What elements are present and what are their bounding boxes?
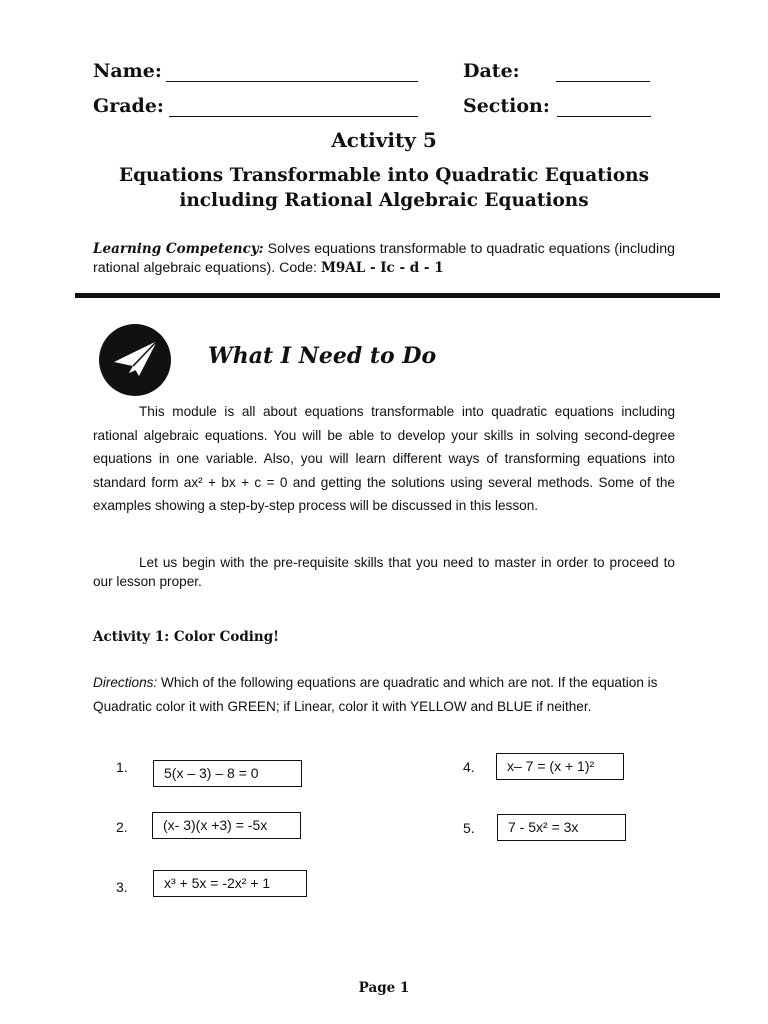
equation-box-5[interactable]: 7 - 5x² = 3x xyxy=(497,814,626,841)
equation-box-3[interactable]: x³ + 5x = -2x² + 1 xyxy=(153,870,307,897)
competency-label: Learning Competency: xyxy=(93,241,264,257)
main-title xyxy=(60,163,708,213)
directions xyxy=(93,671,678,719)
page-number: Page 1 xyxy=(358,980,410,996)
section-label: Section: xyxy=(463,95,550,117)
activity-title: Activity 5 xyxy=(331,128,437,152)
activity-1-title: Activity 1: Color Coding! xyxy=(93,629,280,645)
main-title-line-1: Equations Transformable into Quadratic Equations xyxy=(118,165,650,186)
prerequisite-paragraph: Let us begin with the pre-requisite skills that you need to master in order to proceed to our lesson proper. xyxy=(93,555,675,589)
item-number: 2. xyxy=(116,819,128,835)
section-heading: What I Need to Do xyxy=(208,343,437,369)
grade-field[interactable] xyxy=(169,116,418,117)
item-number: 3. xyxy=(116,879,128,895)
section-divider xyxy=(75,293,720,298)
competency-text: Solves equations transformable to quadratic equations (including rational algebraic equations). Code: xyxy=(93,241,675,276)
learning-competency xyxy=(93,240,675,278)
equation-box-2[interactable]: (x- 3)(x +3) = -5x xyxy=(152,812,301,839)
grade-label: Grade: xyxy=(93,95,164,117)
competency-code: M9AL - Ic - d - 1 xyxy=(320,260,444,276)
section-field[interactable] xyxy=(557,116,651,117)
item-number: 1. xyxy=(116,759,128,775)
item-number: 5. xyxy=(463,820,475,836)
item-number: 4. xyxy=(463,759,475,775)
paper-plane-icon xyxy=(99,324,171,396)
equation-box-4[interactable]: x– 7 = (x + 1)² xyxy=(496,753,624,780)
intro-paragraph: This module is all about equations transformable into quadratic equations including rational algebraic equations. You will be able to develop your skills in solving second-degree equations in one variable. Also, you will learn different ways of transforming equations into standard form ax² + bx + c = 0 and getting the solutions using several methods. Some of the examples showing a step-by-step process will be discussed in this lesson. xyxy=(93,404,675,513)
name-label: Name: xyxy=(93,60,162,82)
date-field[interactable] xyxy=(556,81,650,82)
directions-label: Directions: xyxy=(93,675,158,690)
equation-box-1[interactable]: 5(x – 3) – 8 = 0 xyxy=(153,760,302,787)
directions-text: Which of the following equations are quadratic and which are not. If the equation is Quadratic color it with GREEN; if Linear, color it with YELLOW and BLUE if neither. xyxy=(93,675,658,714)
main-title-line-2: including Rational Algebraic Equations xyxy=(179,190,589,211)
name-field[interactable] xyxy=(166,81,418,82)
date-label: Date: xyxy=(463,60,520,82)
